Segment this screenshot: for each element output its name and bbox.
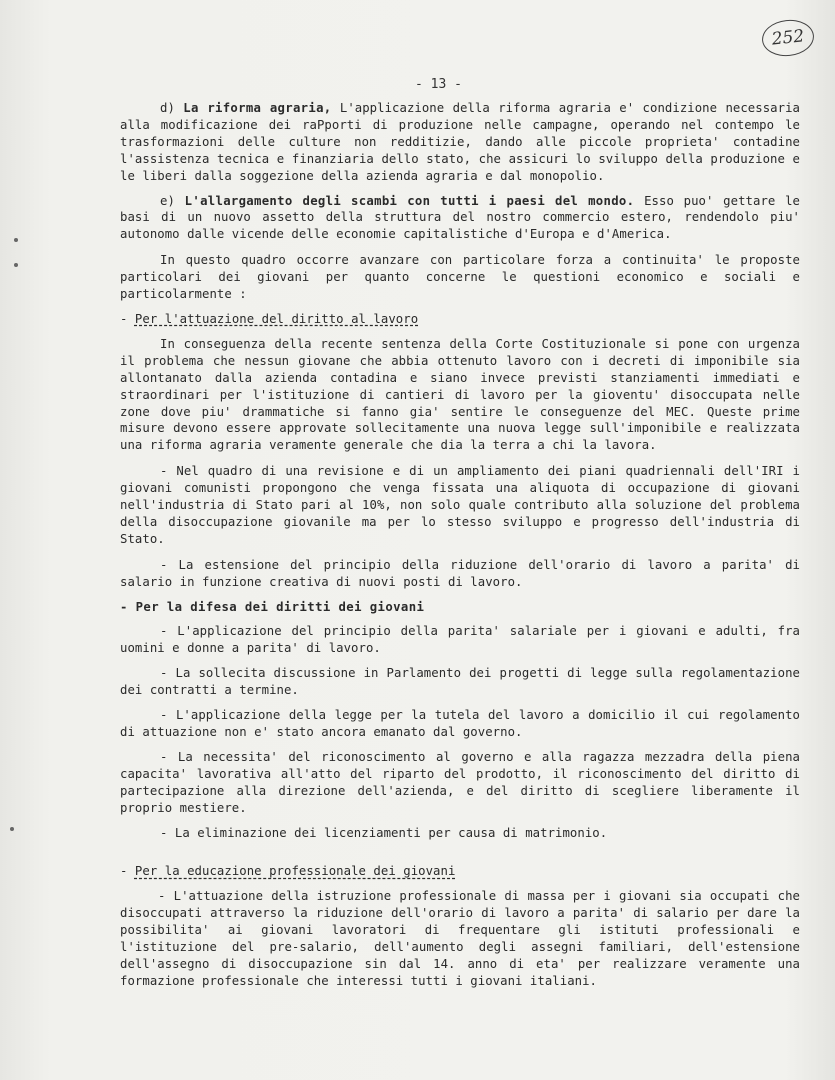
item-title: L'allargamento degli scambi con tutti i paesi del mondo. [184,193,635,208]
section-heading-educazione: - Per la educazione professionale dei giovani [120,864,456,879]
paragraph-intro: In questo quadro occorre avanzare con particolare forza a continuita' le proposte particolari dei giovani per quanto concerne le questioni economico e sociali e particolarmente : [120,253,800,302]
margin-dot [10,827,14,831]
paragraph: In conseguenza della recente sentenza della Corte Costituzionale si pone con urgenza il problema che nessun giovane che abbia ottenuto lavoro con i decreti di imponibile sia allontanato dalla azienda contadina e siano invece previsti stanziamenti immediati e straordinari per l'istituzione di cantieri di lavoro per la gioventu' disoccupata nelle zone dove piu' drammatiche si fanno gia' sentire le conseguenze del MEC. Queste prime misure devono essere approvate sollecitamente una nuova legge sull'imponibile e realizzata una riforma agraria veramente generale che dia la terra a chi la lavora. [120,336,800,453]
paragraph-e [120,193,800,244]
paragraph: - La estensione del principio della riduzione dell'orario di lavoro a parita' di salario in funzione creativa di nuovi posti di lavoro. [120,557,800,589]
margin-dot [14,263,18,267]
item-label: d) [160,101,175,115]
page-number: - 13 - [415,77,462,92]
document-body [120,100,800,990]
item-body: L'applicazione della riforma agraria e' condizione necessaria alla modificazione dei raPporti di produzione nelle campagne, operando nel contempo le trasformazioni delle culture non redditizie, dando alle piccole proprieta' contadine l'assistenza tecnica e finanziaria dello stato, che assicuri lo sviluppo della produzione e le liberi dalla soggezione della azienda agraria e dal monopolio. [120,101,800,183]
section-heading-diritti: - Per la difesa dei diritti dei giovani [120,599,425,614]
paragraph: - La eliminazione dei licenziamenti per causa di matrimonio. [160,825,608,840]
paragraph: - L'attuazione della istruzione professionale di massa per i giovani sia occupati che disoccupati attraverso la riduzione dell'orario di lavoro a parita' di salario per dare la possibilita' ai giovani lavoratori di frequentare gli istituti professionali e l'istituzione del pre-salario, dell'aumento degli assegni familiari, dell'estensione dell'assegno di disoccupazione sin dal 14. anno di eta' per realizzare veramente una formazione professionale che interessi tutti i giovani italiani. [120,889,800,988]
paragraph: - La sollecita discussione in Parlamento dei progetti di legge sulla regolamentazione dei contratti a termine. [120,666,800,698]
paragraph: - L'applicazione del principio della parita' salariale per i giovani e adulti, fra uomini e donne a parita' di lavoro. [120,624,800,656]
item-body: Esso puo' gettare le basi di un nuovo assetto della struttura del nostro commercio estero, rendendolo piu' autonomo dalle vicende delle economie capitalistiche d'Europa e d'America. [120,193,800,242]
section-heading-lavoro: - Per l'attuazione del diritto al lavoro [120,311,419,326]
paragraph: - Nel quadro di una revisione e di un ampliamento dei piani quadriennali dell'IRI i giovani comunisti propongono che venga fissata una aliquota di occupazione di giovani nell'industria di Stato pari al 10%, non solo quale contributo alla soluzione del problema della disoccupazione giovanile ma per lo stesso sviluppo e progresso dell'industria di Stato. [120,464,800,546]
paragraph: - L'applicazione della legge per la tutela del lavoro a domicilio il cui regolamento di attuazione non e' stato ancora emanato dal governo. [120,708,800,739]
archive-number-stamp: 252 [760,17,815,58]
margin-dot [14,238,18,242]
item-title: La riforma agraria, [183,101,332,115]
paragraph-d [120,100,800,185]
paragraph: - La necessita' del riconoscimento al governo e alla ragazza mezzadra della piena capacita' lavorativa all'atto del riparto del prodotto, il riconoscimento del diritto di partecipazione alla direzione dell'azienda, e del diritto di scegliere liberamente il proprio mestiere. [120,749,800,815]
item-label: e) [160,193,175,208]
